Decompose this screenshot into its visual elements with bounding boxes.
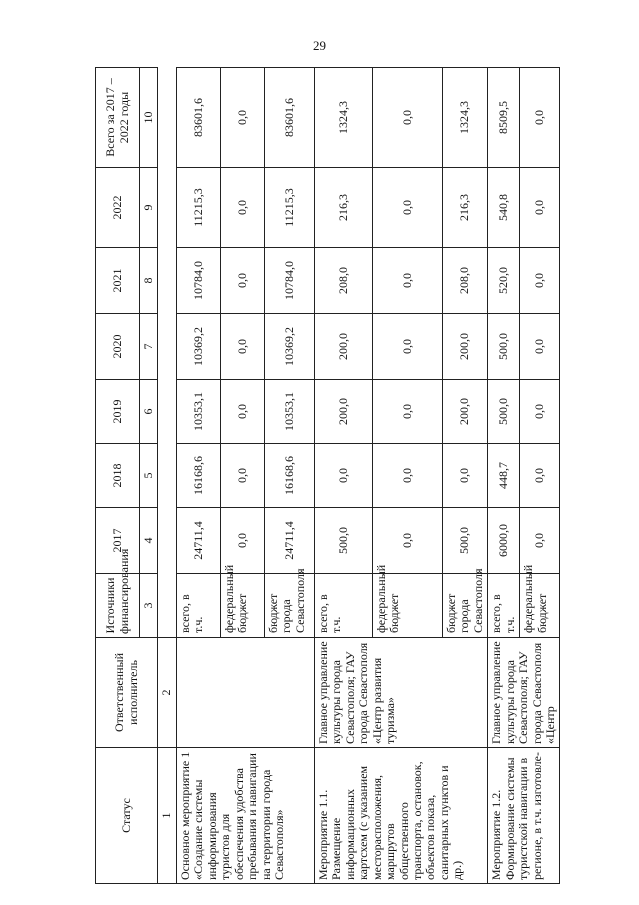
table-cell-source: всего, в т.ч.: [176, 574, 220, 638]
table-cell-value: 200,0: [314, 380, 372, 444]
table-cell-source: федеральный бюджет: [372, 574, 442, 638]
table-cell-value: 11215,3: [176, 168, 220, 248]
table-cell-value: 10784,0: [264, 248, 314, 314]
table-cell-value: 10353,1: [176, 380, 220, 444]
table-cell-value: 500,0: [442, 508, 487, 574]
table-cell-status: Основное мероприятие 1 «Создание системы информирования туристов для обеспечения удобства пребывания и навигации на территории города Севастополя»: [176, 748, 314, 884]
table-cell-value: 520,0: [488, 248, 520, 314]
table-cell-status: Мероприятие 1.1. Размещение информационных картсхем (с указанием месторасположения, маршрутов общественного транспорта, остановок, объектов показа, санитарных пунктов и др.): [314, 748, 487, 884]
table-cell-value: 0,0: [442, 444, 487, 508]
table-cell-value: 0,0: [520, 508, 560, 574]
table-cell-value: 0,0: [372, 314, 442, 380]
table-cell-value: 83601,6: [176, 68, 220, 168]
table-cell-value: 0,0: [520, 444, 560, 508]
table-cell-value: 16168,6: [264, 444, 314, 508]
header-status: Статус: [96, 748, 158, 884]
table-cell-executor: Главное управление культуры города Севастополя; ГАУ города Севастополя «Центр развития туризма»: [314, 638, 487, 748]
table-cell-value: 216,3: [442, 168, 487, 248]
table-cell-value: 0,0: [520, 68, 560, 168]
table-cell-value: 0,0: [372, 168, 442, 248]
col-number: 3: [140, 574, 158, 638]
header-total: Всего за 2017 – 2022 годы: [96, 68, 140, 168]
table-cell-value: 0,0: [314, 444, 372, 508]
table-cell-value: 0,0: [372, 444, 442, 508]
table-cell-value: 200,0: [442, 380, 487, 444]
col-number: 8: [140, 248, 158, 314]
table-cell-value: 0,0: [220, 380, 264, 444]
table-cell-value: 216,3: [314, 168, 372, 248]
table-cell-executor: Главное управление культуры города Севастополя; ГАУ города Севастополя «Центр: [488, 638, 560, 748]
table-cell-value: 10353,1: [264, 380, 314, 444]
table-cell-value: 0,0: [520, 248, 560, 314]
table-cell-source: всего, в т.ч.: [488, 574, 520, 638]
table-cell-value: 0,0: [220, 314, 264, 380]
header-year-2017: 2017: [96, 508, 140, 574]
financing-table: [95, 67, 560, 884]
table-cell-value: 1324,3: [314, 68, 372, 168]
table-cell-value: 83601,6: [264, 68, 314, 168]
header-year-2018: 2018: [96, 444, 140, 508]
table-cell-value: 0,0: [372, 508, 442, 574]
table-cell-source: федеральный бюджет: [220, 574, 264, 638]
table-cell-value: 500,0: [488, 314, 520, 380]
table-cell-source: всего, в т.ч.: [314, 574, 372, 638]
table-cell-value: 24711,4: [176, 508, 220, 574]
table-cell-executor: [176, 638, 314, 748]
header-executor: Ответственный исполнитель: [96, 638, 158, 748]
table-cell-value: 10784,0: [176, 248, 220, 314]
table-cell-value: 0,0: [220, 248, 264, 314]
table-cell-value: 10369,2: [176, 314, 220, 380]
table-cell-value: 6000,0: [488, 508, 520, 574]
table-cell-source: бюджет города Севастополя: [442, 574, 487, 638]
table-cell-value: 448,7: [488, 444, 520, 508]
table-cell-value: 0,0: [372, 380, 442, 444]
table-cell-value: 1324,3: [442, 68, 487, 168]
header-year-2020: 2020: [96, 314, 140, 380]
table-cell-value: 200,0: [314, 314, 372, 380]
table-cell-value: 16168,6: [176, 444, 220, 508]
col-number: 10: [140, 68, 158, 168]
table-cell-value: 0,0: [520, 314, 560, 380]
table-cell-value: 208,0: [442, 248, 487, 314]
header-sources: Источники финансирования: [96, 574, 140, 638]
table-cell-value: 0,0: [220, 168, 264, 248]
col-number: 9: [140, 168, 158, 248]
table-cell-source: бюджет города Севастополя: [264, 574, 314, 638]
table-cell-value: 8509,5: [488, 68, 520, 168]
table-cell-value: 24711,4: [264, 508, 314, 574]
col-number: 2: [158, 638, 176, 748]
table-cell-value: 0,0: [220, 444, 264, 508]
header-year-2021: 2021: [96, 248, 140, 314]
table-cell-value: 500,0: [314, 508, 372, 574]
col-number: 4: [140, 508, 158, 574]
table-cell-value: 0,0: [220, 508, 264, 574]
header-year-2019: 2019: [96, 380, 140, 444]
col-number: 7: [140, 314, 158, 380]
table-cell-status: Мероприятие 1.2. Формирование системы туристской навигации в регионе, в т.ч. изготовле-: [488, 748, 560, 884]
table-cell-value: 540,8: [488, 168, 520, 248]
document-table-rotated: [95, 68, 557, 884]
table-cell-value: 11215,3: [264, 168, 314, 248]
col-number: 5: [140, 444, 158, 508]
table-cell-value: 0,0: [520, 380, 560, 444]
table-cell-value: 200,0: [442, 314, 487, 380]
col-number: 6: [140, 380, 158, 444]
table-cell-value: 208,0: [314, 248, 372, 314]
page-number: 29: [313, 38, 326, 53]
table-cell-value: 0,0: [372, 248, 442, 314]
table-cell-value: 500,0: [488, 380, 520, 444]
header-year-2022: 2022: [96, 168, 140, 248]
table-cell-value: 0,0: [520, 168, 560, 248]
col-number: 1: [158, 748, 176, 884]
table-cell-value: 10369,2: [264, 314, 314, 380]
table-cell-source: федеральный бюджет: [520, 574, 560, 638]
table-cell-value: 0,0: [220, 68, 264, 168]
table-cell-value: 0,0: [372, 68, 442, 168]
